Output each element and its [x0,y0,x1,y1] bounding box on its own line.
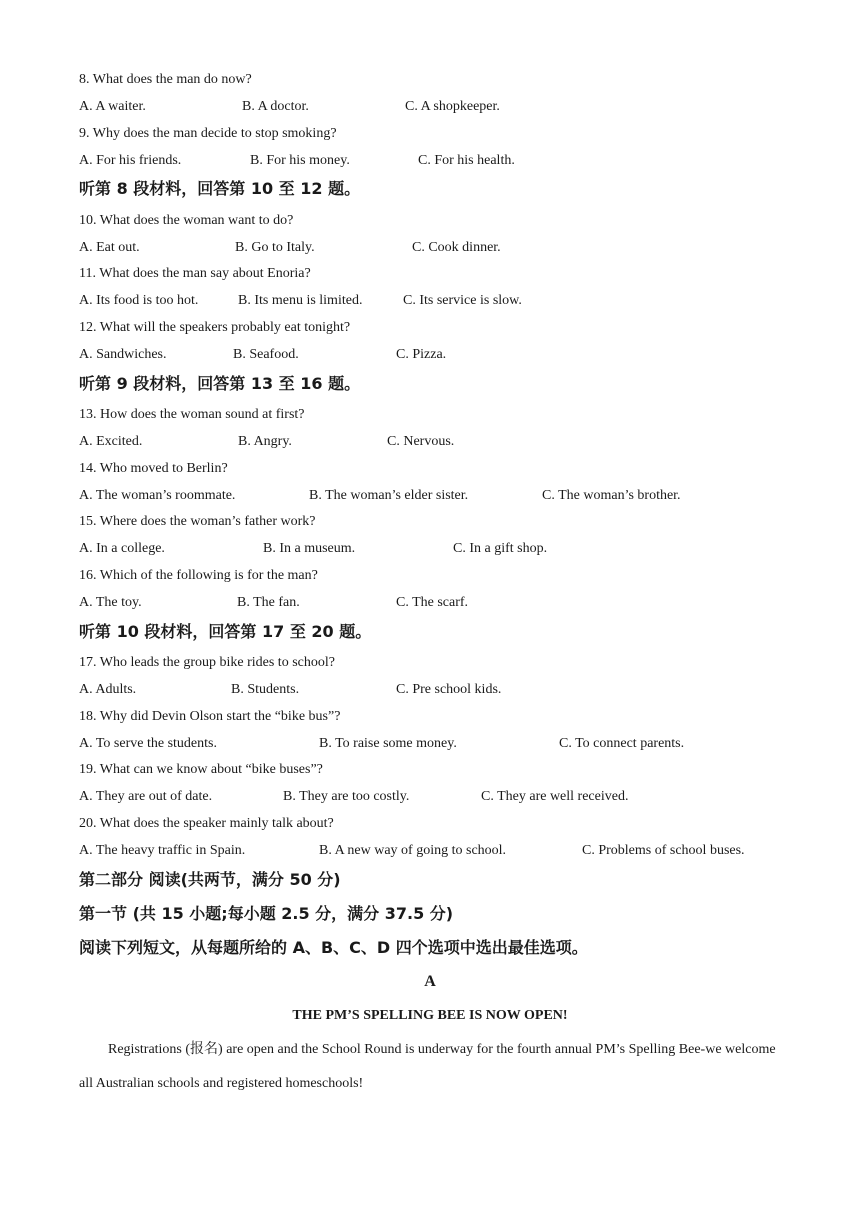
q8-option-b: B. A doctor. [242,99,309,114]
q9-option-c: C. For his health. [418,153,515,168]
q12-option-c: C. Pizza. [396,347,447,362]
q12-option-b: B. Seafood. [233,347,299,362]
section-heading-10: 听第 10 段材料，回答第 17 至 20 题。 [79,622,372,641]
part-two-heading: 第二部分 阅读(共两节，满分 50 分) [79,870,341,889]
q13-option-c: C. Nervous. [387,434,455,449]
passage-title: THE PM’S SPELLING BEE IS NOW OPEN! [292,1008,568,1023]
q18-option-a: A. To serve the students. [79,736,217,751]
q10-option-c: C. Cook dinner. [412,240,501,255]
q16-option-a: A. The toy. [79,595,142,610]
question-9: 9. Why does the man decide to stop smoking? [79,126,337,141]
q13-option-a: A. Excited. [79,434,143,449]
question-13: 13. How does the woman sound at first? [79,407,305,422]
q11-option-c: C. Its service is slow. [403,293,522,308]
q8-option-a: A. A waiter. [79,99,146,114]
q14-option-b: B. The woman’s elder sister. [309,488,469,503]
q14-option-a: A. The woman’s roommate. [79,488,236,503]
question-16: 16. Which of the following is for the man? [79,568,318,583]
q16-option-b: B. The fan. [237,595,300,610]
section-heading-9: 听第 9 段材料，回答第 13 至 16 题。 [79,374,361,393]
q13-option-b: B. Angry. [238,434,292,449]
question-8: 8. What does the man do now? [79,72,252,87]
passage-paragraph: Registrations (报名) are open and the School Round is underway for the fourth annual PM’s Spelling Bee-we welcome all Australian schools and registered homeschools! [79,1042,776,1091]
question-15: 15. Where does the woman’s father work? [79,514,316,529]
q12-option-a: A. Sandwiches. [79,347,167,362]
q15-option-b: B. In a museum. [263,541,356,556]
q15-option-a: A. In a college. [79,541,165,556]
question-19: 19. What can we know about “bike buses”? [79,762,323,777]
q14-option-c: C. The woman’s brother. [542,488,681,503]
q17-option-a: A. Adults. [79,682,137,697]
reading-instruction: 阅读下列短文，从每题所给的 A、B、C、D 四个选项中选出最佳选项。 [79,938,588,957]
q9-option-a: A. For his friends. [79,153,182,168]
question-20: 20. What does the speaker mainly talk about? [79,816,334,831]
q18-option-c: C. To connect parents. [559,736,685,751]
section-one-heading: 第一节 (共 15 小题;每小题 2.5 分，满分 37.5 分) [79,904,454,923]
q17-option-b: B. Students. [231,682,300,697]
question-12: 12. What will the speakers probably eat tonight? [79,320,351,335]
q20-option-a: A. The heavy traffic in Spain. [79,843,246,858]
q11-option-a: A. Its food is too hot. [79,293,199,308]
q20-option-b: B. A new way of going to school. [319,843,507,858]
question-11: 11. What does the man say about Enoria? [79,266,311,281]
q20-option-c: C. Problems of school buses. [582,843,745,858]
passage-letter: A [424,973,436,990]
question-14: 14. Who moved to Berlin? [79,461,228,476]
section-heading-8: 听第 8 段材料，回答第 10 至 12 题。 [79,179,361,198]
q16-option-c: C. The scarf. [396,595,469,610]
q19-option-b: B. They are too costly. [283,789,410,804]
q19-option-a: A. They are out of date. [79,789,213,804]
q17-option-c: C. Pre school kids. [396,682,502,697]
q11-option-b: B. Its menu is limited. [238,293,363,308]
q18-option-b: B. To raise some money. [319,736,457,751]
q10-option-a: A. Eat out. [79,240,140,255]
q15-option-c: C. In a gift shop. [453,541,548,556]
q10-option-b: B. Go to Italy. [235,240,315,255]
q19-option-c: C. They are well received. [481,789,629,804]
q8-option-c: C. A shopkeeper. [405,99,500,114]
q9-option-b: B. For his money. [250,153,350,168]
question-10: 10. What does the woman want to do? [79,213,294,228]
question-17: 17. Who leads the group bike rides to school? [79,655,335,670]
question-18: 18. Why did Devin Olson start the “bike bus”? [79,709,341,724]
